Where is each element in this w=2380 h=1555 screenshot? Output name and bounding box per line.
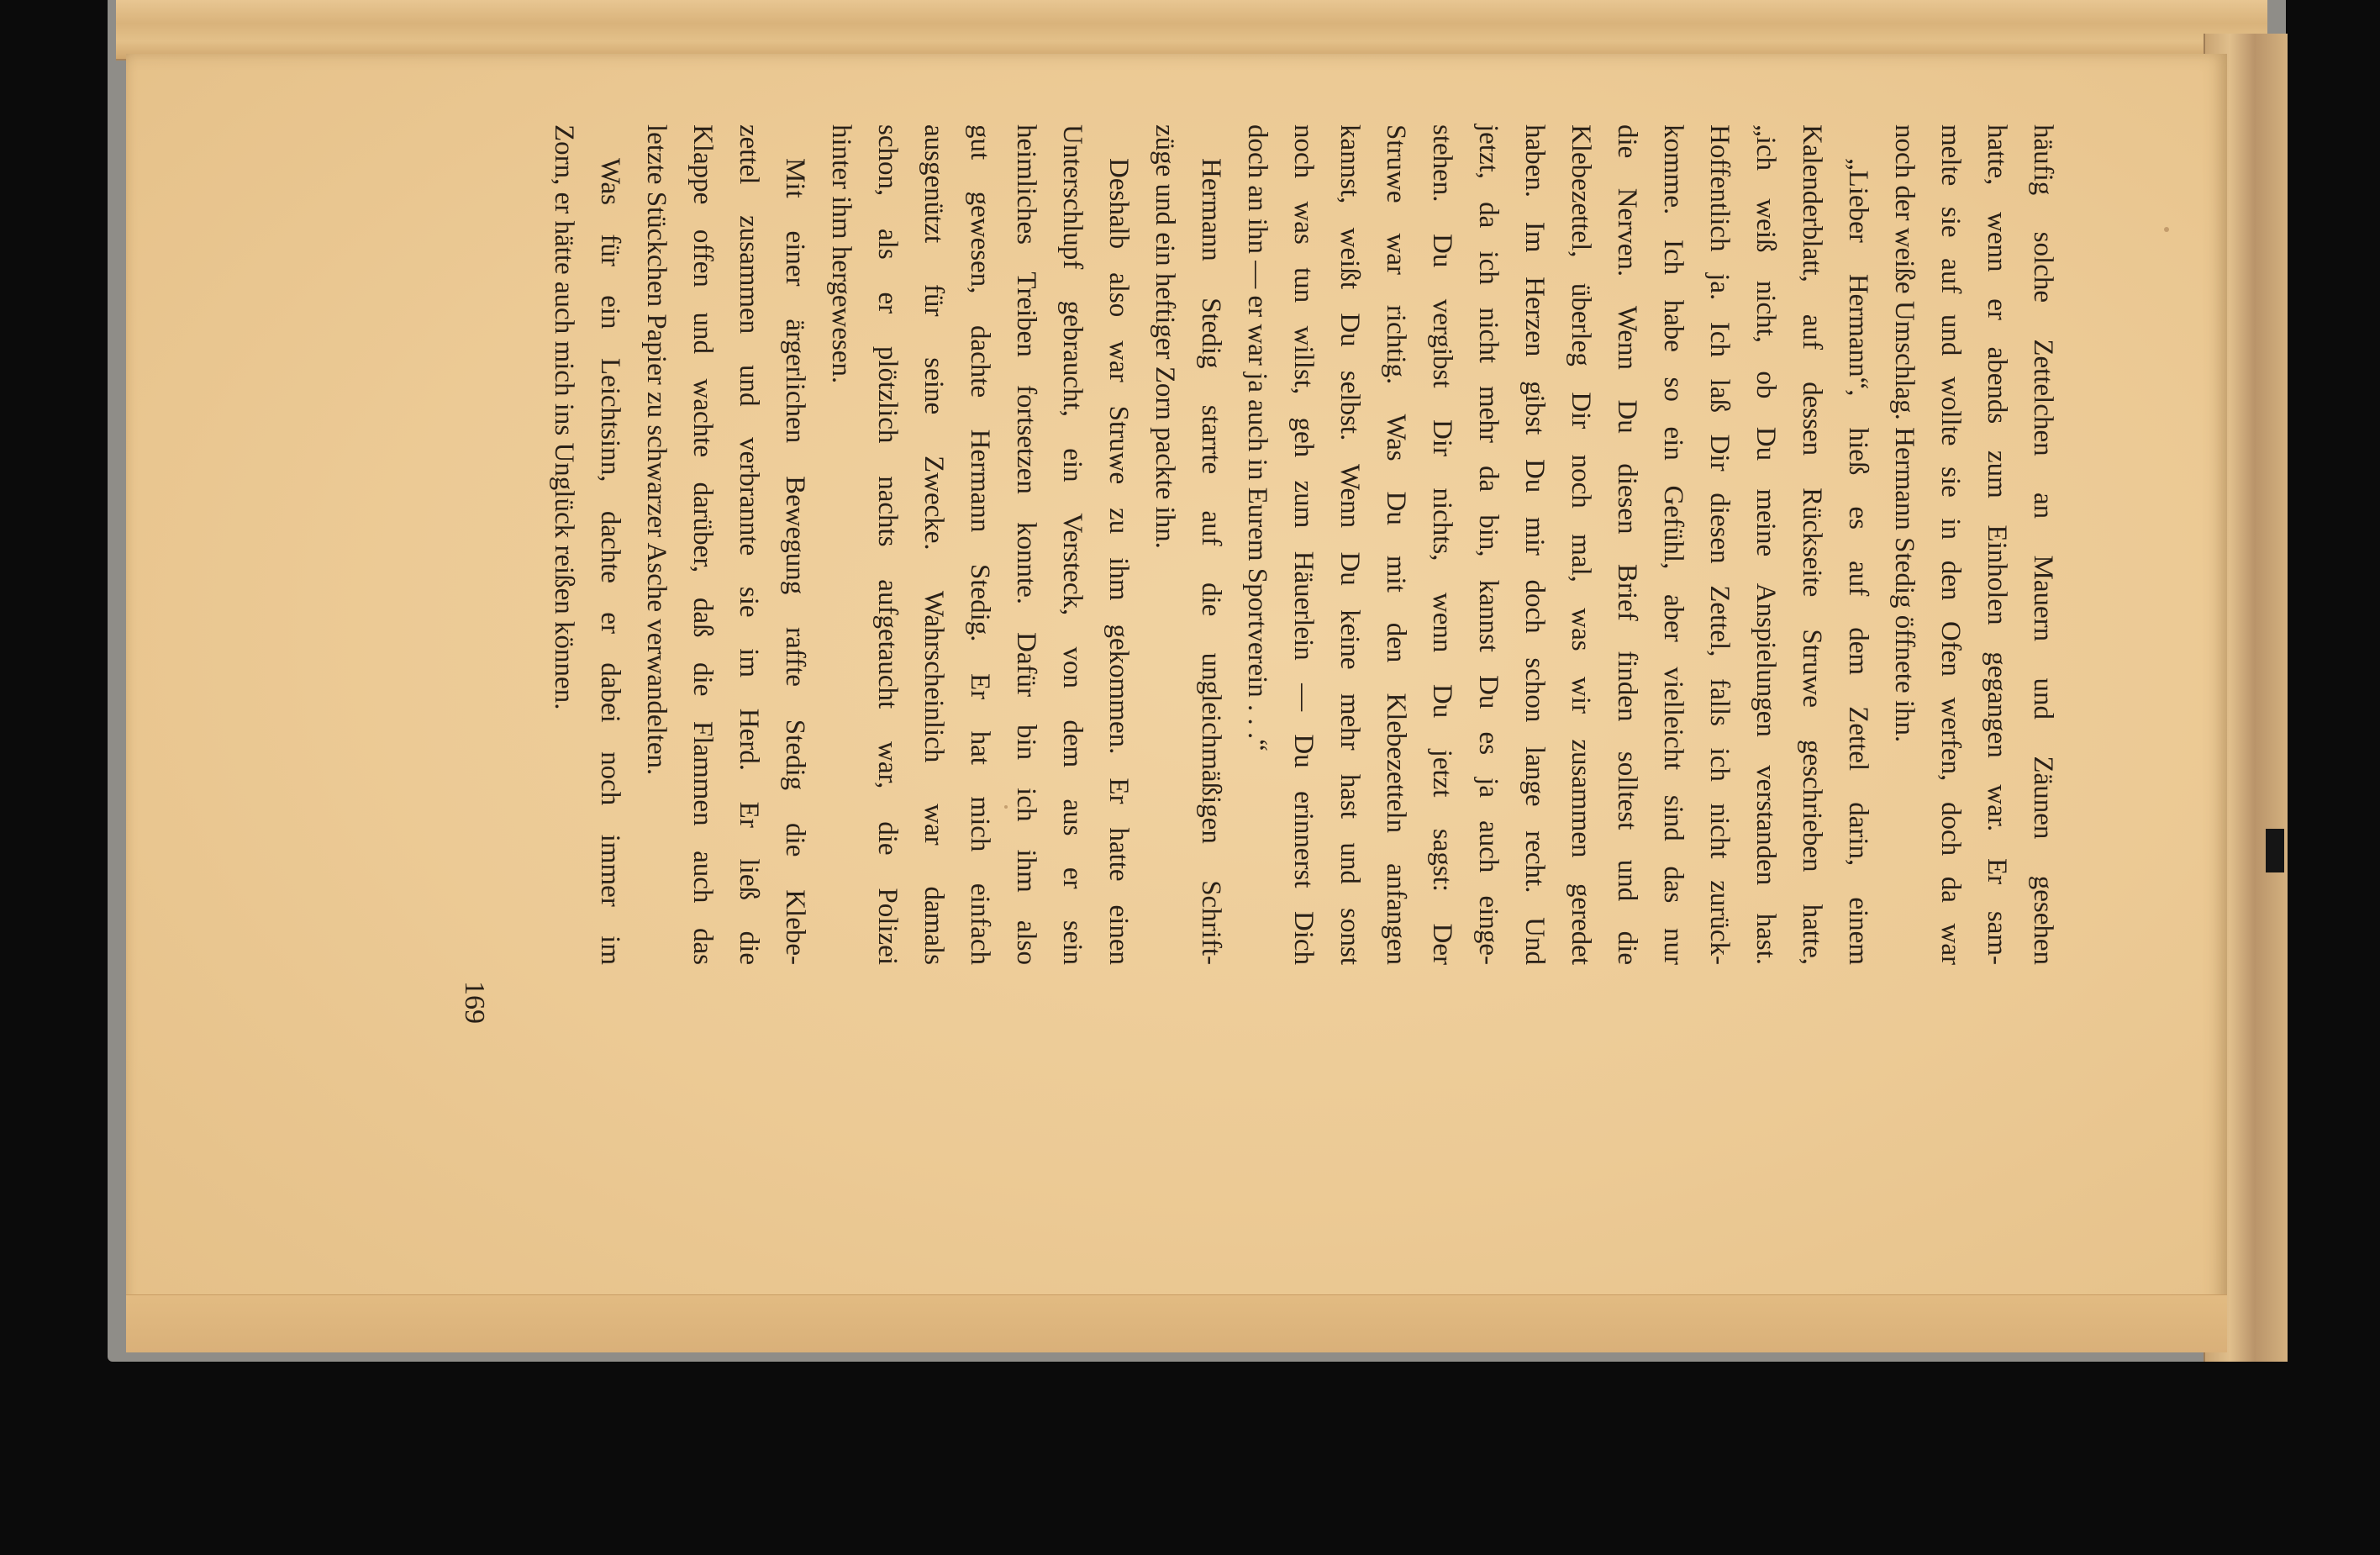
text-line: stehen. Du vergibst Dir nichts, wenn Du jetzt sagst: Der: [1427, 124, 1457, 965]
paper-speck: [2164, 227, 2169, 232]
text-line: Klappe offen und wachte darüber, daß die Flammen auch das: [687, 124, 718, 965]
text-line: „ich weiß nicht, ob Du meine Anspielungen verstanden hast.: [1751, 124, 1781, 965]
text-line: schon, als er plötzlich nachts aufgetaucht war, die Polizei: [872, 124, 903, 965]
book-bottom-edge: [126, 1294, 2227, 1352]
text-line: Deshalb also war Struwe zu ihm gekommen. Er hatte einen: [1103, 158, 1134, 965]
text-line: Unterschlupf gebraucht, ein Versteck, von dem aus er sein: [1057, 124, 1087, 965]
text-line: noch was tun willst, geh zum Häuerlein — Du erinnerst Dich: [1288, 124, 1319, 965]
page-number: 169: [459, 981, 490, 1024]
text-line: jetzt, da ich nicht mehr da bin, kannst Du es ja auch einge-: [1473, 124, 1503, 965]
text-line: doch an ihn — er war ja auch in Eurem Sportverein . . .“: [1242, 124, 1272, 751]
text-line: letzte Stückchen Papier zu schwarzer Asche verwandelten.: [641, 124, 671, 776]
text-line: ausgenützt für seine Zwecke. Wahrscheinlich war damals: [919, 124, 949, 965]
text-line: kannst, weißt Du selbst. Wenn Du keine mehr hast und sonst: [1335, 124, 1365, 965]
text-line: noch der weiße Umschlag. Hermann Stedig öffnete ihn.: [1889, 124, 1919, 743]
text-line: Hoffentlich ja. Ich laß Dir diesen Zettel, falls ich nicht zurück-: [1704, 124, 1735, 965]
text-line: die Nerven. Wenn Du diesen Brief finden solltest und die: [1612, 124, 1642, 965]
text-line: hatte, wenn er abends zum Einholen gegangen war. Er sam-: [1982, 124, 2012, 965]
text-line: zettel zusammen und verbrannte sie im Herd. Er ließ die: [734, 124, 764, 965]
text-line: Struwe war richtig. Was Du mit den Klebezetteln anfangen: [1381, 124, 1411, 965]
text-line: Was für ein Leichtsinn, dachte er dabei noch immer im: [595, 158, 625, 965]
text-line: komme. Ich habe so ein Gefühl, aber vielleicht sind das nur: [1658, 124, 1688, 965]
text-line: Zorn, er hätte auch mich ins Unglück reißen können.: [549, 124, 579, 710]
text-line: züge und ein heftiger Zorn packte ihn.: [1150, 124, 1180, 549]
text-line: heimliches Treiben fortsetzen konnte. Dafür bin ich ihm also: [1011, 124, 1041, 965]
text-line: Klebezettel, überleg Dir noch mal, was wir zusammen geredet: [1566, 124, 1596, 965]
text-line: Hermann Stedig starrte auf die ungleichmäßigen Schrift-: [1196, 158, 1226, 965]
text-line: hinter ihm hergewesen.: [826, 124, 856, 384]
shadow-mark: [2266, 829, 2284, 872]
text-line: häufig solche Zettelchen an Mauern und Zäunen gesehen: [2028, 124, 2058, 965]
text-line: melte sie auf und wollte sie in den Ofen werfen, doch da war: [1935, 124, 1966, 965]
text-line: gut gewesen, dachte Hermann Stedig. Er hat mich einfach: [965, 124, 995, 965]
book-top-edge: [116, 0, 2267, 61]
text-line: „Lieber Hermann“, hieß es auf dem Zettel darin, einem: [1843, 158, 1873, 965]
text-line: Mit einer ärgerlichen Bewegung raffte Stedig die Klebe-: [780, 158, 810, 965]
text-line: haben. Im Herzen gibst Du mir doch schon lange recht. Und: [1519, 124, 1550, 965]
page-text-block: [385, 124, 2066, 965]
text-line: Kalenderblatt, auf dessen Rückseite Struwe geschrieben hatte,: [1797, 124, 1827, 965]
